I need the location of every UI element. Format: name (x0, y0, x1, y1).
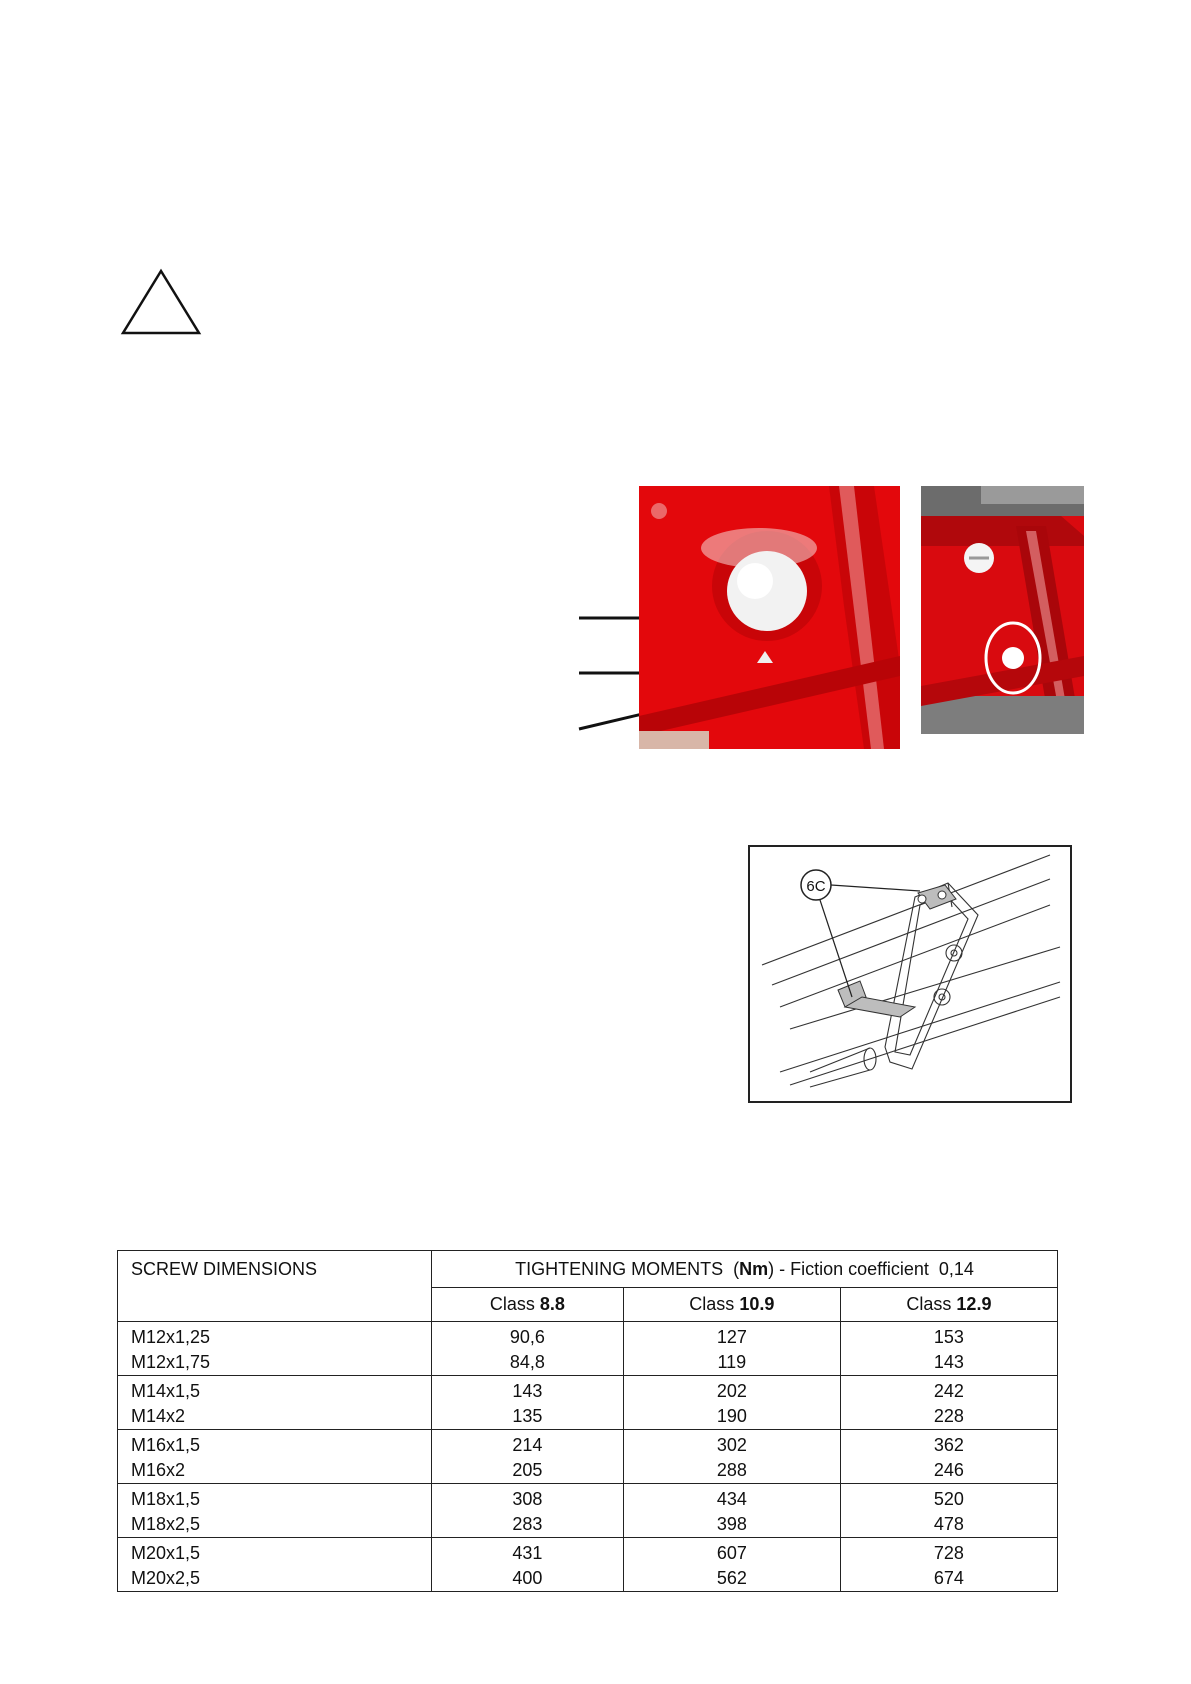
red-frame-hole-circled-photo (921, 486, 1084, 734)
tightening-moments-header: TIGHTENING MOMENTS (Nm) - Fiction coefficient 0,14 (432, 1251, 1058, 1288)
table-row: M16x1,5 M16x2 214 205 302 288 362 246 (118, 1430, 1058, 1484)
table-row: M20x1,5 M20x2,5 431 400 607 562 728 674 (118, 1538, 1058, 1592)
class-8-8-header: Class 8.8 (432, 1288, 624, 1322)
table-row: M18x1,5 M18x2,5 308 283 434 398 520 478 (118, 1484, 1058, 1538)
red-frame-hole-closeup-photo (639, 486, 900, 749)
screw-dimensions-header: SCREW DIMENSIONS (118, 1251, 432, 1322)
bracket-technical-diagram (748, 845, 1072, 1103)
table-row: M12x1,25 M12x1,75 90,6 84,8 127 119 153 143 (118, 1322, 1058, 1376)
class-12-9-header: Class 12.9 (840, 1288, 1057, 1322)
tightening-moments-table (117, 1250, 1058, 1592)
callout-label: 6C (806, 878, 826, 895)
warning-triangle-icon (120, 268, 202, 338)
class-10-9-header: Class 10.9 (623, 1288, 840, 1322)
table-row: M14x1,5 M14x2 143 135 202 190 242 228 (118, 1376, 1058, 1430)
